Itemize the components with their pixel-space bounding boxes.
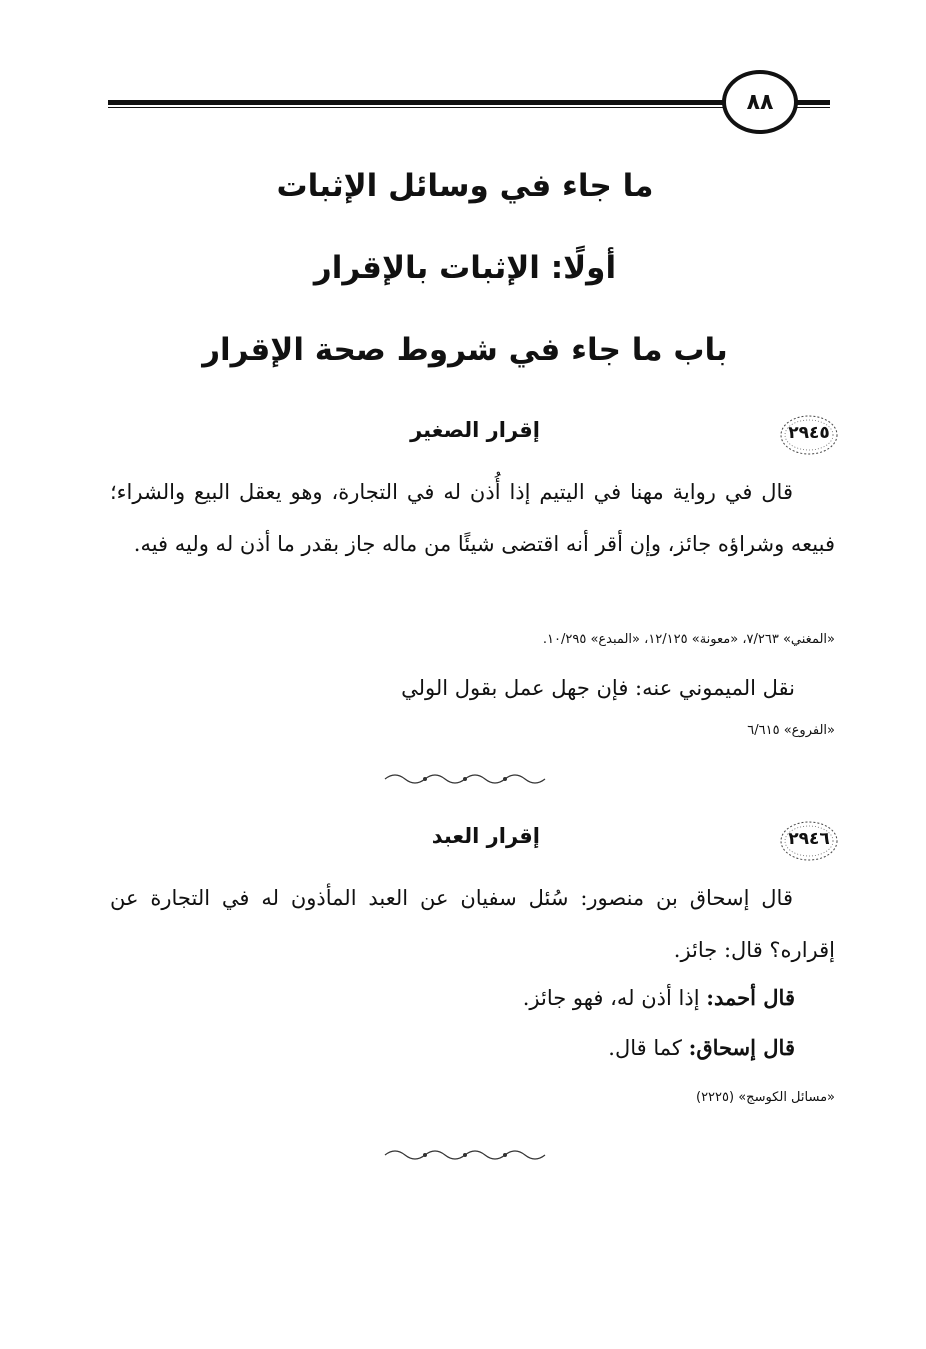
entry-quote <box>110 1022 795 1074</box>
entry-number: ٢٩٤٥ <box>788 423 830 443</box>
entry-quote <box>110 972 795 1024</box>
entry-number-badge <box>778 412 840 458</box>
entry-number-badge <box>778 818 840 864</box>
header-rule <box>108 96 733 110</box>
entry-text-secondary: نقل الميموني عنه: فإن جهل عمل بقول الولي <box>401 676 795 700</box>
separator-ornament-icon <box>380 772 550 786</box>
quote-text: كما قال. <box>608 1036 682 1060</box>
sub-heading: أولًا: الإثبات بالإقرار <box>313 250 617 286</box>
entry-source: «الفروع» ٦/٦١٥ <box>747 723 835 738</box>
chapter-heading: باب ما جاء في شروط صحة الإقرار <box>202 332 728 368</box>
entry-title: إقرار الصغير <box>410 418 540 442</box>
speaker-label: قال أحمد: <box>706 985 795 1010</box>
quote-text: إذا أذن له، فهو جائز. <box>522 986 700 1010</box>
entry-title: إقرار العبد <box>431 824 540 848</box>
entry-source: «المغني» ٧/٢٦٣، «معونة» ١٢/١٢٥، «المبدع» ١٠/٢٩٥. <box>542 632 835 647</box>
entry-number: ٢٩٤٦ <box>788 829 830 849</box>
entry-text: قال إسحاق بن منصور: سُئل سفيان عن العبد المأذون له في التجارة عن إقراره؟ قال: جائز. <box>110 886 835 962</box>
entry-header <box>100 412 840 462</box>
separator-ornament-icon <box>380 1148 550 1162</box>
main-heading: ما جاء في وسائل الإثبات <box>276 168 654 204</box>
page-number: ٨٨ <box>722 70 798 134</box>
entry-header <box>100 818 840 868</box>
entry-text: قال في رواية مهنا في اليتيم إذا أُذن له في التجارة، وهو يعقل البيع والشراء؛ فبيعه وشراؤه جائز، وإن أقر أنه اقتضى شيئًا من ماله جاز بقدر ما أذن له وليه فيه. <box>110 480 835 556</box>
speaker-label: قال إسحاق: <box>688 1035 795 1060</box>
entry-source: «مسائل الكوسج» (٢٢٢٥) <box>696 1090 835 1105</box>
